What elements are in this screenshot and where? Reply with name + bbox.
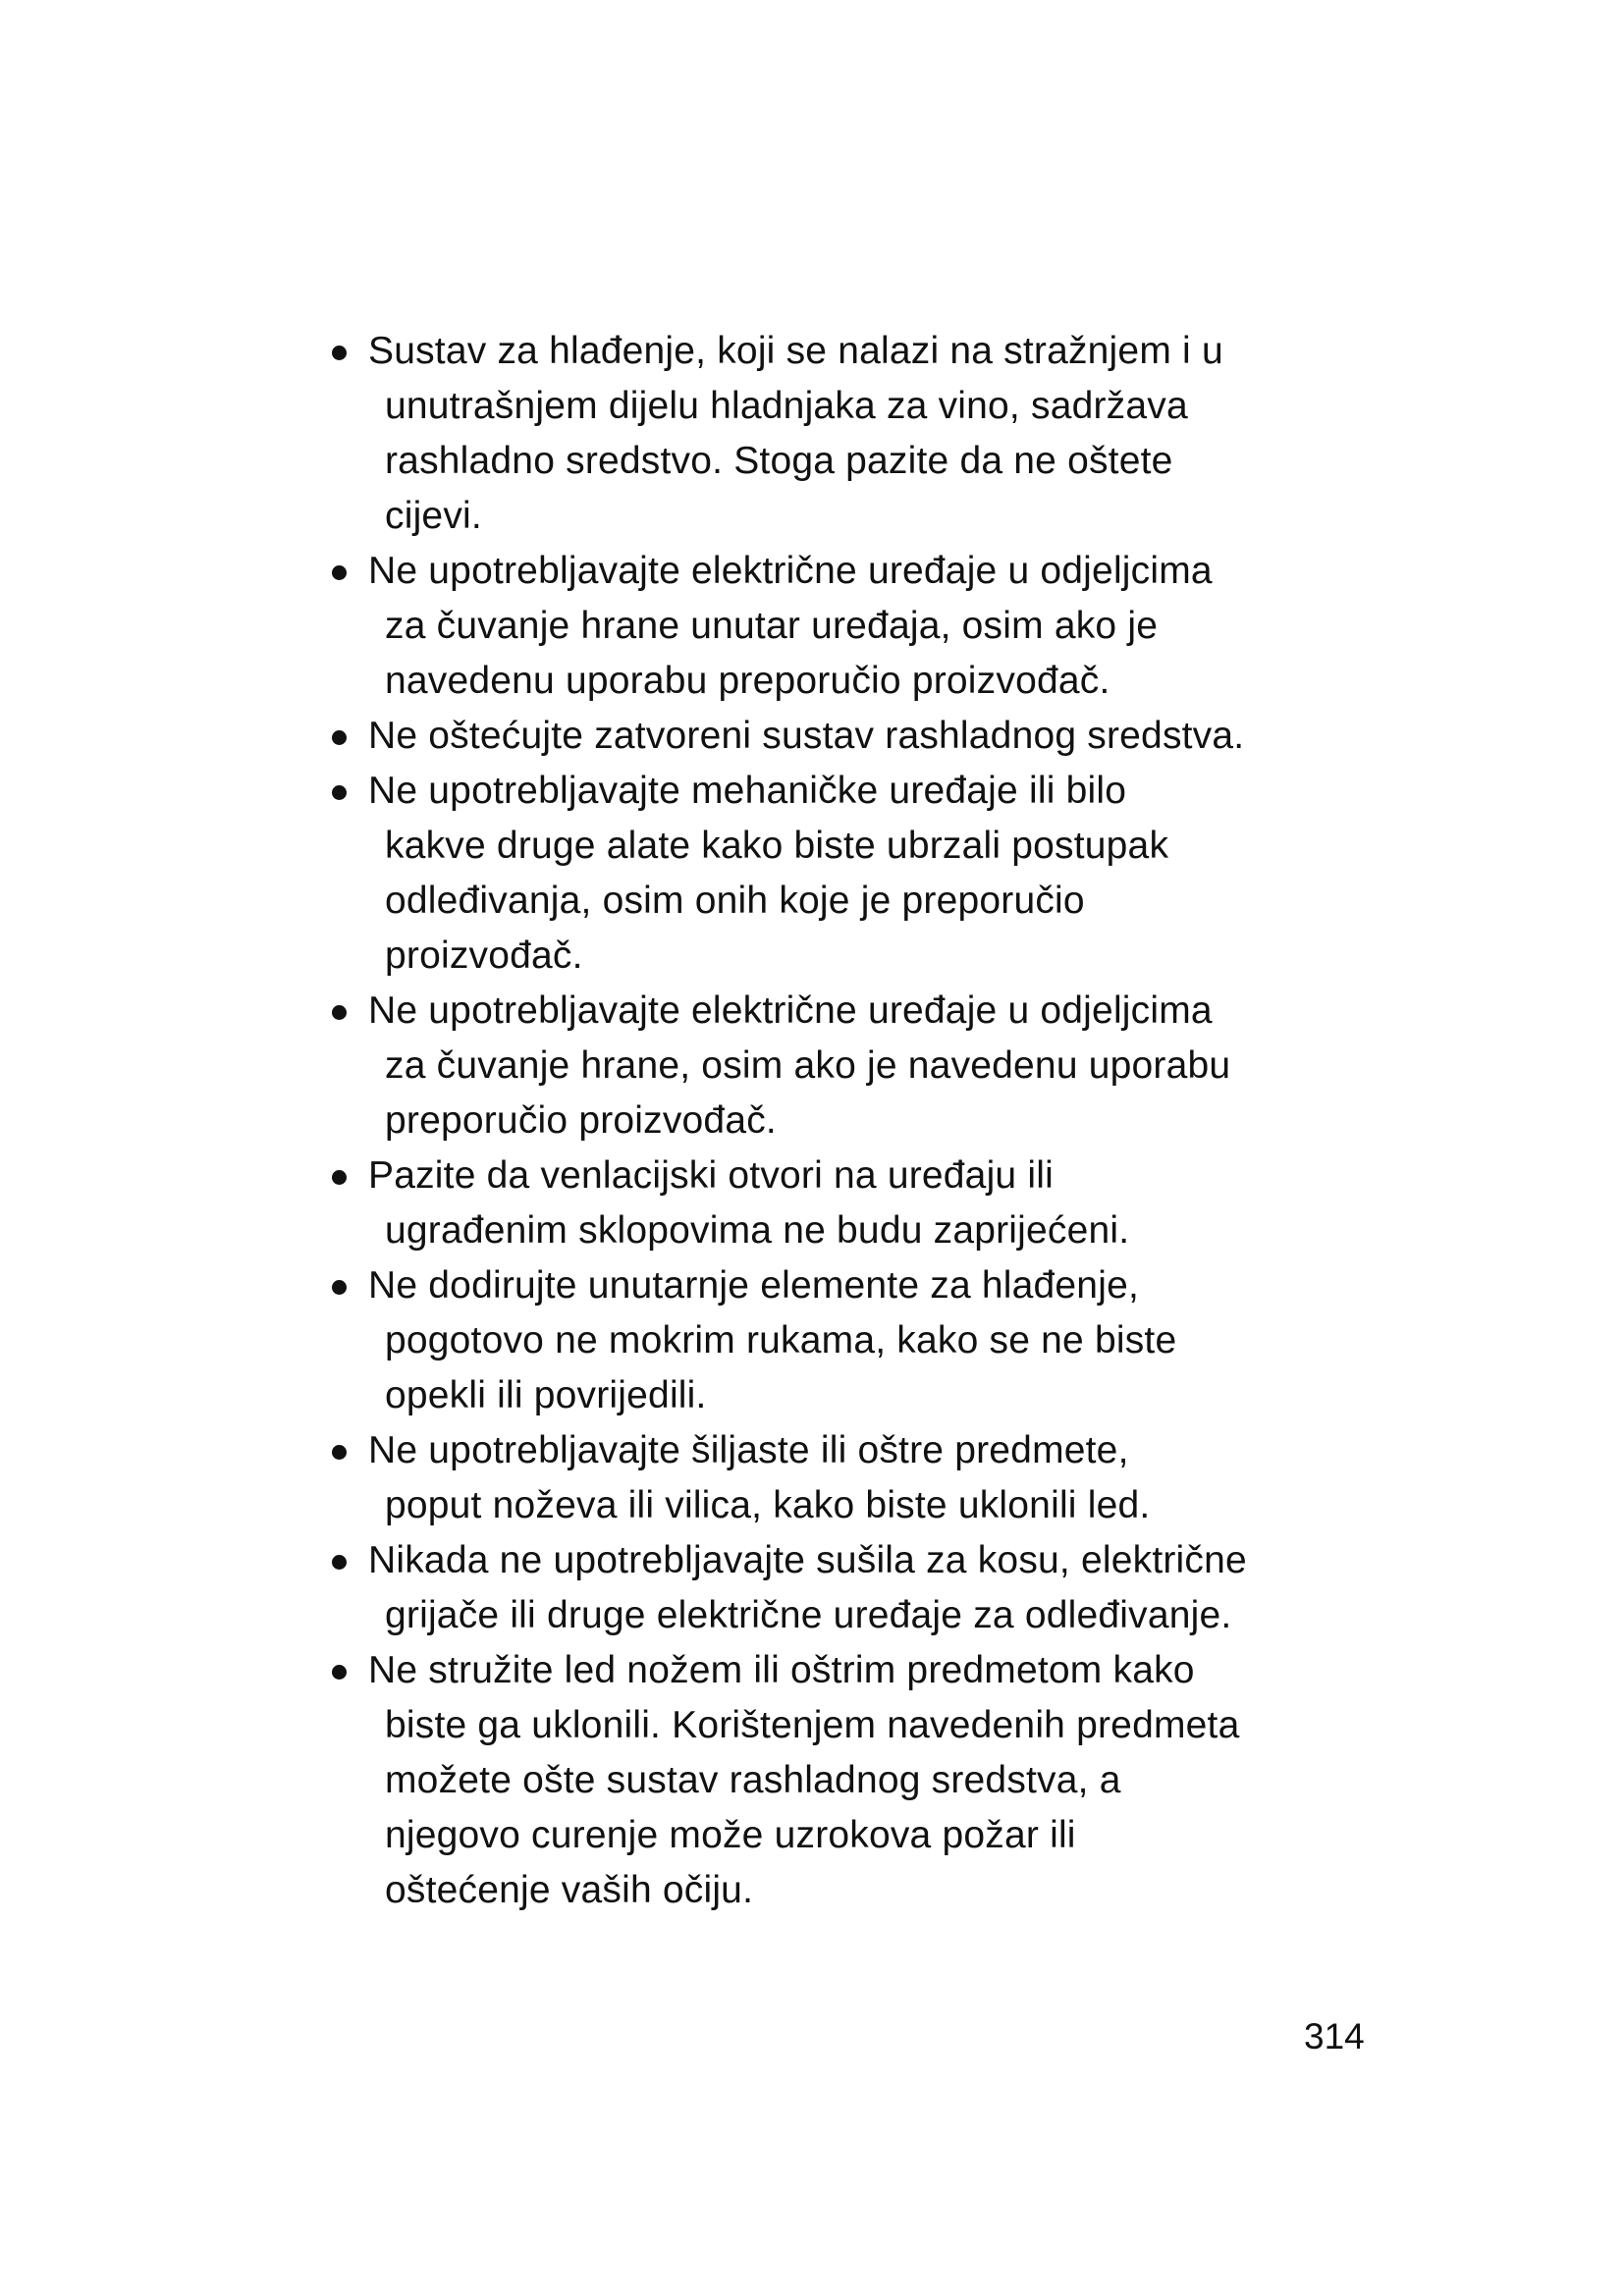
- bullet-text: [324, 764, 1384, 984]
- bullet-line: grijače ili druge električne uređaje za odleđivanje.: [385, 1594, 1232, 1636]
- bullet-item: [324, 1148, 1384, 1258]
- bullet-icon: [332, 565, 347, 580]
- bullet-text: [324, 324, 1384, 544]
- safety-bullet-list: [324, 324, 1384, 1918]
- bullet-text: [324, 1258, 1384, 1423]
- bullet-line: Ne upotrebljavajte mehaničke uređaje ili bilo: [368, 770, 1127, 812]
- bullet-text: [324, 1643, 1384, 1918]
- bullet-item: [324, 709, 1384, 764]
- bullet-item: [324, 1533, 1384, 1643]
- bullet-line: njegovo curenje može uzrokova požar ili: [385, 1814, 1076, 1856]
- bullet-line: za čuvanje hrane, osim ako je navedenu uporabu: [385, 1044, 1231, 1087]
- page-number: 314: [1304, 2016, 1365, 2056]
- bullet-text: [324, 544, 1384, 709]
- bullet-item: [324, 1643, 1384, 1918]
- bullet-icon: [332, 346, 347, 360]
- bullet-line: biste ga uklonili. Korištenjem navedenih predmeta: [385, 1704, 1240, 1746]
- bullet-item: [324, 984, 1384, 1148]
- bullet-line: kakve druge alate kako biste ubrzali postupak: [385, 825, 1169, 867]
- bullet-item: [324, 324, 1384, 544]
- bullet-line: Ne dodirujte unutarnje elemente za hlađenje,: [368, 1264, 1139, 1307]
- bullet-icon: [332, 785, 347, 800]
- bullet-line: ugrađenim sklopovima ne budu zaprijećeni.: [385, 1209, 1130, 1252]
- bullet-line: možete ošte sustav rashladnog sredstva, a: [385, 1759, 1121, 1801]
- bullet-line: Ne stružite led nožem ili oštrim predmetom kako: [368, 1649, 1195, 1691]
- bullet-line: cijevi.: [385, 495, 482, 537]
- bullet-text: [324, 984, 1384, 1148]
- bullet-line: Ne upotrebljavajte električne uređaje u odjeljcima: [368, 550, 1213, 592]
- bullet-text: [324, 1423, 1384, 1533]
- bullet-line: Pazite da venlacijski otvori na uređaju ili: [368, 1154, 1054, 1197]
- bullet-icon: [332, 730, 347, 745]
- bullet-line: rashladno sredstvo. Stoga pazite da ne oštete: [385, 440, 1173, 482]
- bullet-line: proizvođač.: [385, 934, 583, 977]
- bullet-text: [324, 1533, 1384, 1643]
- bullet-text: [324, 1148, 1384, 1258]
- bullet-line: unutrašnjem dijelu hladnjaka za vino, sadržava: [385, 385, 1188, 427]
- bullet-icon: [332, 1280, 347, 1295]
- bullet-item: [324, 1258, 1384, 1423]
- bullet-line: pogotovo ne mokrim rukama, kako se ne biste: [385, 1319, 1177, 1362]
- bullet-line: opekli ili povrijedili.: [385, 1374, 707, 1416]
- bullet-item: [324, 1423, 1384, 1533]
- bullet-line: odleđivanja, osim onih koje je preporučio: [385, 880, 1085, 922]
- bullet-line: Ne oštećujte zatvoreni sustav rashladnog sredstva.: [368, 715, 1245, 757]
- bullet-item: [324, 544, 1384, 709]
- bullet-icon: [332, 1665, 347, 1680]
- bullet-line: Nikada ne upotrebljavajte sušila za kosu, električne: [368, 1539, 1247, 1581]
- bullet-line: Ne upotrebljavajte šiljaste ili oštre predmete,: [368, 1429, 1129, 1471]
- bullet-line: za čuvanje hrane unutar uređaja, osim ako je: [385, 605, 1159, 647]
- bullet-item: [324, 764, 1384, 984]
- bullet-line: Sustav za hlađenje, koji se nalazi na stražnjem i u: [368, 330, 1223, 372]
- bullet-line: preporučio proizvođač.: [385, 1099, 777, 1142]
- bullet-line: Ne upotrebljavajte električne uređaje u odjeljcima: [368, 989, 1213, 1032]
- bullet-text: [324, 709, 1384, 764]
- bullet-line: oštećenje vaših očiju.: [385, 1869, 754, 1911]
- bullet-icon: [332, 1005, 347, 1020]
- bullet-line: poput noževa ili vilica, kako biste uklonili led.: [385, 1484, 1151, 1526]
- bullet-icon: [332, 1555, 347, 1570]
- bullet-icon: [332, 1170, 347, 1185]
- bullet-icon: [332, 1445, 347, 1460]
- bullet-line: navedenu uporabu preporučio proizvođač.: [385, 660, 1110, 702]
